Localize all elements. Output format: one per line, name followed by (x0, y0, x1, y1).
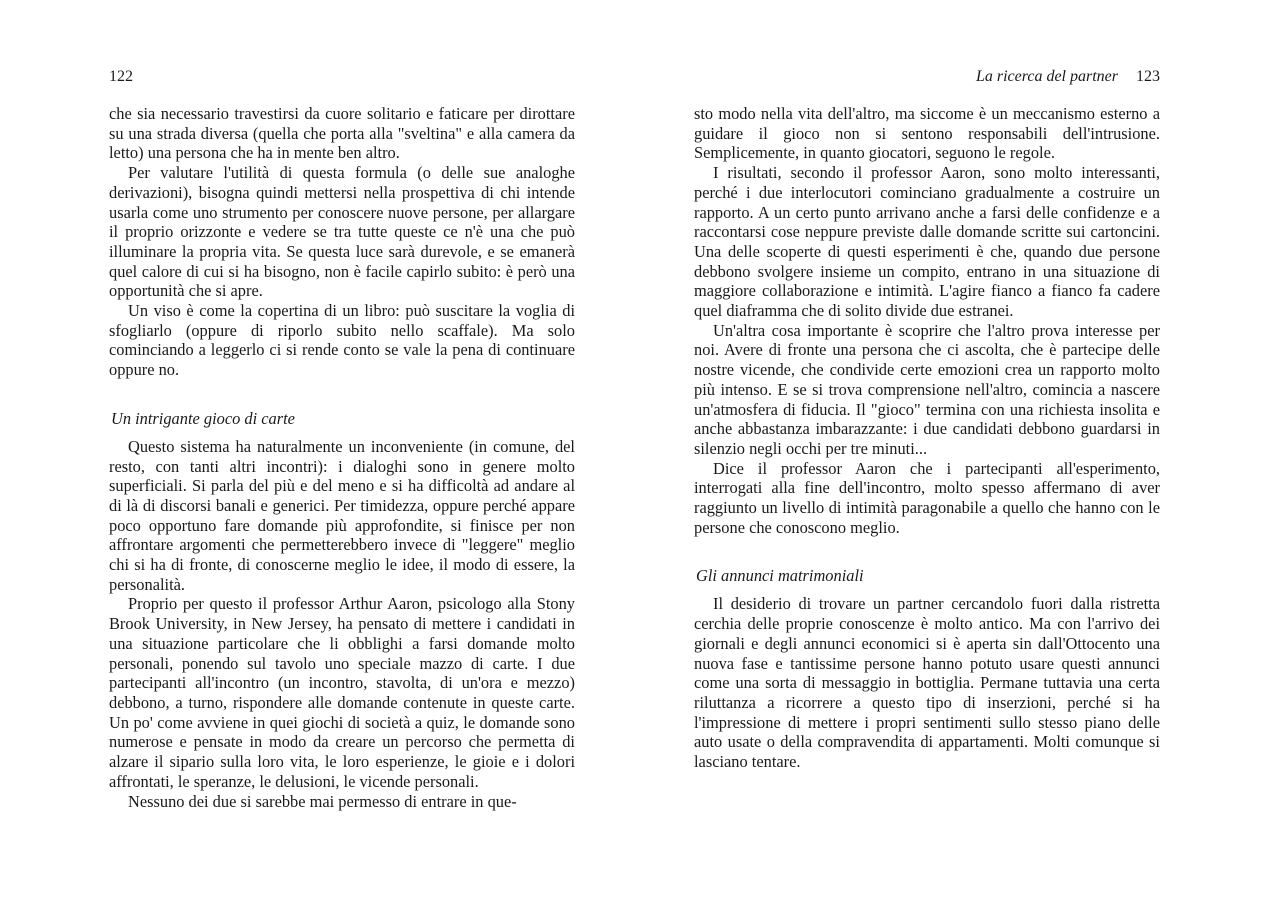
paragraph: Per valutare l'utilità di questa formula (o delle sue analoghe derivazioni), bisogna quindi mettersi nella prospettiva di chi intende usarla come uno strumento per conoscere nuove persone, per allargare il proprio orizzonte e vedere se tra tutte queste ce n'è una che può illuminare la propria vita. Se questa luce sarà durevole, e se emanerà quel calore di cui si ha bisogno, non è facile capirlo subito: è però una opportunità che si apre. (109, 163, 575, 301)
paragraph: Il desiderio di trovare un partner cercandolo fuori dalla ristretta cerchia delle proprie conoscenze è molto antico. Ma con l'arrivo dei giornali e degli annunci economici si è aperta sin dall'Ottocento una nuova fase e tantissime persone hanno potuto usare questi annunci come una sorta di messaggio in bottiglia. Permane tuttavia una certa riluttanza a ricorrere a questo tipo di inserzioni, perché si ha l'impressione di mettere i propri sentimenti sullo stesso piano delle auto usate o della compravendita di appartamenti. Molti comunque si lasciano tentare. (694, 594, 1160, 772)
right-page-body (694, 104, 1160, 772)
section-title: Un intrigante gioco di carte (111, 408, 295, 428)
right-page-header (694, 66, 1160, 88)
paragraph: Questo sistema ha naturalmente un inconveniente (in comune, del resto, con tanti altri incontri): i dialoghi sono in genere molto superficiali. Si parla del più e del meno e si ha difficoltà ad andare al di là di discorsi banali e generici. Per timidezza, oppure perché appare poco opportuno fare domande più approfondite, si finisce per non affrontare argomenti che permetterebbero invece di "leggere" meglio chi si ha di fronte, di conoscerne meglio le idee, il modo di essere, la personalità. (109, 436, 575, 594)
paragraph: Un viso è come la copertina di un libro: può suscitare la voglia di sfogliarlo (oppure di riporlo subito nello scaffale). Ma solo cominciando a leggerlo ci si rende conto se vale la pena di continuare oppure no. (109, 301, 575, 380)
paragraph: che sia necessario travestirsi da cuore solitario e faticare per dirottare su una strada diversa (quella che porta alla "sveltina" e alla camera da letto) una persona che ha in mente ben altro. (109, 104, 575, 163)
left-page-number: 122 (109, 68, 133, 85)
left-page (109, 0, 575, 905)
paragraph: Proprio per questo il professor Arthur Aaron, psicologo alla Stony Brook University, in New Jersey, ha pensato di mettere i candidati in una situazione particolare che li obblighi a farsi domande molto personali, ponendo sul tavolo uno speciale mazzo di carte. I due partecipanti all'incontro (un incontro, stavolta, di un'ora e mezzo) debbono, a turno, rispondere alle domande contenute in queste carte. Un po' come avviene in quei giochi di società a quiz, le domande sono numerose e pensate in modo da creare un percorso che permetta di alzare il sipario sulla loro vita, le loro esperienze, le gioie e i dolori affrontati, le speranze, le delusioni, le vicende personali. (109, 594, 575, 791)
right-page-number: 123 (1136, 68, 1160, 85)
paragraph: Un'altra cosa importante è scoprire che l'altro prova interesse per noi. Avere di fronte una persona che ci ascolta, che è partecipe delle nostre vicende, che condivide certe emozioni crea un rapporto molto più intenso. E se si trova comprensione nell'altro, comincia a nascere un'atmosfera di fiducia. Il "gioco" termina con una richiesta insolita e anche abbastanza imbarazzante: i due candidati debbono guardarsi in silenzio negli occhi per tre minuti... (694, 320, 1160, 458)
section-title: Gli annunci matrimoniali (696, 566, 864, 586)
left-page-header (109, 66, 575, 88)
paragraph: Dice il professor Aaron che i partecipanti all'esperimento, interrogati alla fine dell'incontro, molto spesso affermano di aver raggiunto un livello di intimità paragonabile a quello che hanno con le persone che conoscono meglio. (694, 458, 1160, 537)
right-page (694, 0, 1160, 905)
left-page-body (109, 104, 575, 811)
running-title: La ricerca del partner (975, 68, 1118, 85)
paragraph: I risultati, secondo il professor Aaron, sono molto interessanti, perché i due interlocutori cominciano gradualmente a costruire un rapporto. A un certo punto arrivano anche a farsi delle confidenze e a raccontarsi cose neppure previste dalle domande scritte sui cartoncini. Una delle scoperte di questi esperimenti è che, quando due persone debbono svolgere insieme un compito, entrano in una situazione di maggiore collaborazione e intimità. L'agire fianco a fianco fa cadere quel diaframma che di solito divide due estranei. (694, 163, 1160, 321)
paragraph: Nessuno dei due si sarebbe mai permesso di entrare in que- (128, 791, 517, 811)
paragraph: sto modo nella vita dell'altro, ma siccome è un meccanismo esterno a guidare il gioco non si sentono responsabili dell'intrusione. Semplicemente, in quanto giocatori, seguono le regole. (694, 104, 1160, 163)
